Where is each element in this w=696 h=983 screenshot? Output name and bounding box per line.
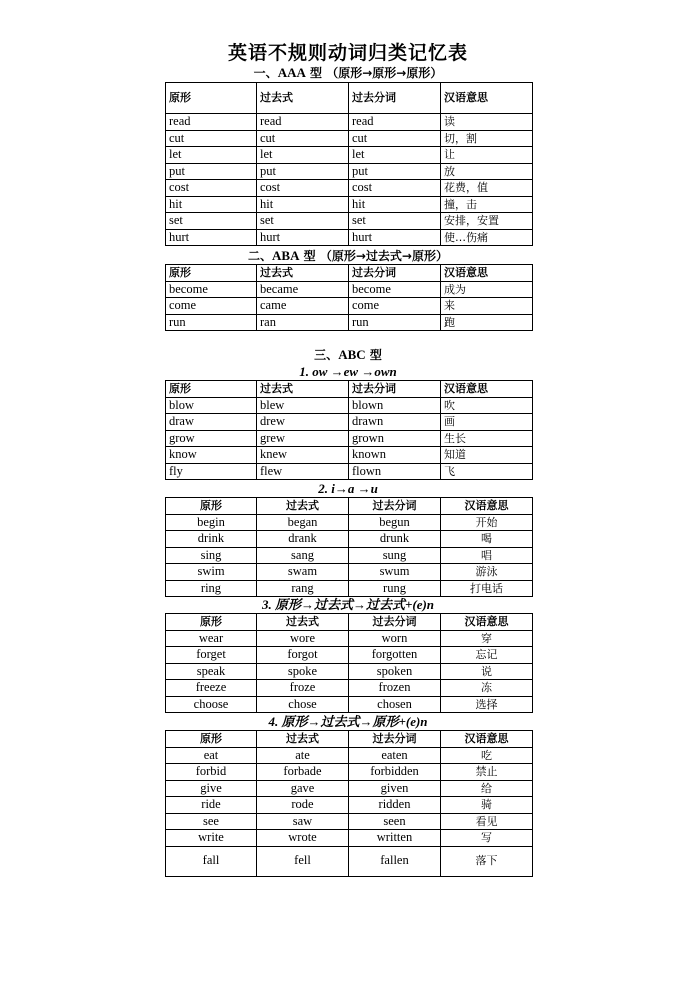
cell: 开始 [441,514,533,531]
cell: hit [257,196,349,213]
table-header-row [166,731,533,748]
cell: forbid [166,764,257,781]
cell: ride [166,797,257,814]
cell: cut [349,130,441,147]
cell: swam [257,564,349,581]
cell: fall [166,846,257,876]
cell: 吹 [441,397,533,414]
cell: 看见 [441,813,533,830]
cell: let [257,147,349,164]
cell: forgotten [349,647,441,664]
table-row [166,196,533,213]
verb-table-abc-1 [165,380,533,480]
cell: 给 [441,780,533,797]
cell: forbade [257,764,349,781]
cell: eaten [349,747,441,764]
table-row [166,514,533,531]
cell: drunk [349,531,441,548]
cell: spoken [349,663,441,680]
table-row [166,213,533,230]
cell: 花费，值 [441,180,533,197]
cell: frozen [349,680,441,697]
cell: set [349,213,441,230]
table-row [166,680,533,697]
cell: hit [349,196,441,213]
header-cell: 过去分词 [349,731,441,748]
cell: 穿 [441,630,533,647]
cell: seen [349,813,441,830]
table-header-row [166,614,533,631]
table-row [166,430,533,447]
cell: grown [349,430,441,447]
cell: hurt [349,229,441,246]
cell: 成为 [441,281,533,298]
cell: wrote [257,830,349,847]
subsection-heading-1: 1. ow →ew →own [299,364,397,379]
cell: speak [166,663,257,680]
cell: sung [349,547,441,564]
cell: ran [257,314,349,331]
header-cell: 过去式 [257,83,349,114]
table-row [166,564,533,581]
cell: froze [257,680,349,697]
header-cell: 原形 [166,498,257,515]
cell: known [349,447,441,464]
cell: chose [257,696,349,713]
cell: let [349,147,441,164]
cell: 骑 [441,797,533,814]
table-row [166,314,533,331]
cell: rode [257,797,349,814]
cell: wear [166,630,257,647]
subsection-heading-4: 4. 原形→过去式→原形+(e)n [268,714,428,729]
section-heading-aaa: 一、AAA 型 （原形→原形→原形） [253,65,443,80]
cell: hurt [166,229,257,246]
cell: drawn [349,414,441,431]
section-heading-abc: 三、ABC 型 [314,347,382,362]
cell: sang [257,547,349,564]
table-row [166,630,533,647]
cell: 游泳 [441,564,533,581]
cell: worn [349,630,441,647]
table-row [166,580,533,597]
cell: read [257,114,349,131]
verb-table-abc-2 [165,497,533,597]
cell: 读 [441,114,533,131]
table-row [166,180,533,197]
table-row [166,531,533,548]
table-row [166,663,533,680]
cell: become [349,281,441,298]
verb-table-abc-4 [165,730,533,877]
cell: blew [257,397,349,414]
header-cell: 过去分词 [349,498,441,515]
table-row [166,797,533,814]
cell: 来 [441,298,533,315]
header-cell: 汉语意思 [441,265,533,282]
cell: begun [349,514,441,531]
header-cell: 原形 [166,83,257,114]
cell: 放 [441,163,533,180]
cell: 让 [441,147,533,164]
cell: run [166,314,257,331]
cell: chosen [349,696,441,713]
cell: 冻 [441,680,533,697]
cell: 说 [441,663,533,680]
cell: forget [166,647,257,664]
cell: write [166,830,257,847]
cell: written [349,830,441,847]
table-row [166,414,533,431]
cell: 吃 [441,747,533,764]
cell: 安排，安置 [441,213,533,230]
header-cell: 汉语意思 [441,381,533,398]
header-cell: 原形 [166,614,257,631]
cell: come [166,298,257,315]
table-row [166,163,533,180]
table-row [166,813,533,830]
cell: eat [166,747,257,764]
header-cell: 过去分词 [349,265,441,282]
cell: saw [257,813,349,830]
table-header-row [166,265,533,282]
cell: cost [349,180,441,197]
cell: swum [349,564,441,581]
cell: knew [257,447,349,464]
cell: cost [166,180,257,197]
cell: let [166,147,257,164]
cell: flew [257,463,349,480]
cell: ridden [349,797,441,814]
cell: begin [166,514,257,531]
table-row [166,780,533,797]
cell: forgot [257,647,349,664]
cell: draw [166,414,257,431]
table-row [166,547,533,564]
header-cell: 过去分词 [349,614,441,631]
cell: came [257,298,349,315]
cell: hit [166,196,257,213]
cell: cut [166,130,257,147]
table-row [166,130,533,147]
table-row [166,846,533,876]
cell: 选择 [441,696,533,713]
cell: fly [166,463,257,480]
table-header-row [166,498,533,515]
verb-table-abc-3 [165,613,533,713]
cell: run [349,314,441,331]
cell: drew [257,414,349,431]
cell: forbidden [349,764,441,781]
table-row [166,696,533,713]
verb-table-aba [165,264,533,331]
cell: became [257,281,349,298]
header-cell: 原形 [166,731,257,748]
cell: blow [166,397,257,414]
header-cell: 原形 [166,381,257,398]
table-row [166,830,533,847]
cell: 喝 [441,531,533,548]
cell: 写 [441,830,533,847]
cell: fallen [349,846,441,876]
table-row [166,764,533,781]
cell: see [166,813,257,830]
header-cell: 汉语意思 [441,498,533,515]
page-title: 英语不规则动词归类记忆表 [227,42,468,64]
cell: grew [257,430,349,447]
cell: flown [349,463,441,480]
cell: gave [257,780,349,797]
header-cell: 过去式 [257,498,349,515]
cell: come [349,298,441,315]
header-cell: 汉语意思 [441,731,533,748]
cell: 禁止 [441,764,533,781]
cell: blown [349,397,441,414]
cell: know [166,447,257,464]
cell: hurt [257,229,349,246]
cell: began [257,514,349,531]
table-row [166,747,533,764]
cell: given [349,780,441,797]
cell: 唱 [441,547,533,564]
table-row [166,281,533,298]
table-row [166,229,533,246]
cell: sing [166,547,257,564]
table-header-row [166,83,533,114]
cell: set [257,213,349,230]
cell: cut [257,130,349,147]
cell: put [349,163,441,180]
cell: 打电话 [441,580,533,597]
cell: 使…伤痛 [441,229,533,246]
cell: rung [349,580,441,597]
cell: rang [257,580,349,597]
cell: 忘记 [441,647,533,664]
cell: freeze [166,680,257,697]
table-row [166,114,533,131]
header-cell: 汉语意思 [441,83,533,114]
header-cell: 过去分词 [349,83,441,114]
cell: put [166,163,257,180]
header-cell: 过去式 [257,265,349,282]
cell: become [166,281,257,298]
cell: fell [257,846,349,876]
cell: 切，割 [441,130,533,147]
cell: drink [166,531,257,548]
cell: wore [257,630,349,647]
cell: 画 [441,414,533,431]
cell: read [166,114,257,131]
header-cell: 过去式 [257,381,349,398]
cell: grow [166,430,257,447]
header-cell: 汉语意思 [441,614,533,631]
subsection-heading-2: 2. i→a →u [318,481,378,496]
cell: ate [257,747,349,764]
table-row [166,463,533,480]
verb-table-aaa [165,82,533,246]
cell: 飞 [441,463,533,480]
cell: set [166,213,257,230]
cell: 落下 [441,846,533,876]
table-row [166,647,533,664]
header-cell: 过去式 [257,731,349,748]
table-header-row [166,381,533,398]
cell: 生长 [441,430,533,447]
header-cell: 过去分词 [349,381,441,398]
cell: swim [166,564,257,581]
cell: 撞，击 [441,196,533,213]
table-row [166,447,533,464]
cell: 知道 [441,447,533,464]
cell: cost [257,180,349,197]
cell: choose [166,696,257,713]
subsection-heading-3: 3. 原形→过去式→过去式+(e)n [261,597,435,612]
table-row [166,298,533,315]
section-heading-aba: 二、ABA 型 （原形→过去式→原形） [248,248,448,263]
cell: ring [166,580,257,597]
cell: drank [257,531,349,548]
table-row [166,147,533,164]
header-cell: 过去式 [257,614,349,631]
table-row [166,397,533,414]
header-cell: 原形 [166,265,257,282]
cell: spoke [257,663,349,680]
cell: give [166,780,257,797]
cell: 跑 [441,314,533,331]
cell: put [257,163,349,180]
cell: read [349,114,441,131]
